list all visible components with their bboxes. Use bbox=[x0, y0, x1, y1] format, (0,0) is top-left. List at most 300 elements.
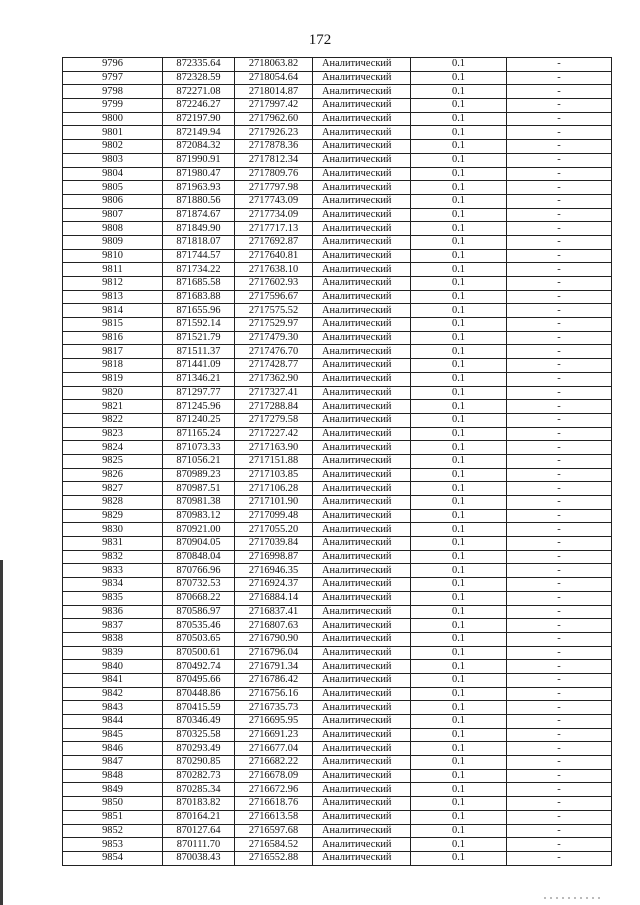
y-coordinate-cell: 2716584.52 bbox=[235, 838, 313, 852]
y-coordinate-cell: 2716837.41 bbox=[235, 605, 313, 619]
method-cell: Аналитический bbox=[313, 386, 411, 400]
x-coordinate-cell: 871990.91 bbox=[163, 153, 235, 167]
point-number-cell: 9812 bbox=[63, 277, 163, 291]
accuracy-cell: 0.1 bbox=[411, 824, 507, 838]
table-row bbox=[63, 578, 612, 592]
note-cell: - bbox=[507, 126, 612, 140]
y-coordinate-cell: 2717529.97 bbox=[235, 318, 313, 332]
accuracy-cell: 0.1 bbox=[411, 742, 507, 756]
y-coordinate-cell: 2716597.68 bbox=[235, 824, 313, 838]
note-cell: - bbox=[507, 619, 612, 633]
table-row bbox=[63, 619, 612, 633]
x-coordinate-cell: 870983.12 bbox=[163, 509, 235, 523]
method-cell: Аналитический bbox=[313, 537, 411, 551]
note-cell: - bbox=[507, 441, 612, 455]
y-coordinate-cell: 2717812.34 bbox=[235, 153, 313, 167]
table-row bbox=[63, 99, 612, 113]
method-cell: Аналитический bbox=[313, 208, 411, 222]
method-cell: Аналитический bbox=[313, 838, 411, 852]
note-cell: - bbox=[507, 413, 612, 427]
method-cell: Аналитический bbox=[313, 85, 411, 99]
y-coordinate-cell: 2717099.48 bbox=[235, 509, 313, 523]
note-cell: - bbox=[507, 181, 612, 195]
accuracy-cell: 0.1 bbox=[411, 454, 507, 468]
method-cell: Аналитический bbox=[313, 112, 411, 126]
accuracy-cell: 0.1 bbox=[411, 318, 507, 332]
y-coordinate-cell: 2716807.63 bbox=[235, 619, 313, 633]
x-coordinate-cell: 870492.74 bbox=[163, 660, 235, 674]
y-coordinate-cell: 2717717.13 bbox=[235, 222, 313, 236]
method-cell: Аналитический bbox=[313, 400, 411, 414]
method-cell: Аналитический bbox=[313, 318, 411, 332]
point-number-cell: 9834 bbox=[63, 578, 163, 592]
x-coordinate-cell: 870290.85 bbox=[163, 756, 235, 770]
point-number-cell: 9852 bbox=[63, 824, 163, 838]
accuracy-cell: 0.1 bbox=[411, 496, 507, 510]
y-coordinate-cell: 2716552.88 bbox=[235, 851, 313, 865]
method-cell: Аналитический bbox=[313, 345, 411, 359]
y-coordinate-cell: 2716677.04 bbox=[235, 742, 313, 756]
point-number-cell: 9815 bbox=[63, 318, 163, 332]
point-number-cell: 9836 bbox=[63, 605, 163, 619]
accuracy-cell: 0.1 bbox=[411, 851, 507, 865]
method-cell: Аналитический bbox=[313, 591, 411, 605]
point-number-cell: 9808 bbox=[63, 222, 163, 236]
y-coordinate-cell: 2717476.70 bbox=[235, 345, 313, 359]
point-number-cell: 9813 bbox=[63, 290, 163, 304]
note-cell: - bbox=[507, 263, 612, 277]
accuracy-cell: 0.1 bbox=[411, 345, 507, 359]
method-cell: Аналитический bbox=[313, 578, 411, 592]
table-row bbox=[63, 140, 612, 154]
table-row bbox=[63, 441, 612, 455]
table-row bbox=[63, 715, 612, 729]
method-cell: Аналитический bbox=[313, 331, 411, 345]
point-number-cell: 9840 bbox=[63, 660, 163, 674]
y-coordinate-cell: 2716695.95 bbox=[235, 715, 313, 729]
accuracy-cell: 0.1 bbox=[411, 769, 507, 783]
accuracy-cell: 0.1 bbox=[411, 715, 507, 729]
x-coordinate-cell: 871165.24 bbox=[163, 427, 235, 441]
method-cell: Аналитический bbox=[313, 496, 411, 510]
accuracy-cell: 0.1 bbox=[411, 564, 507, 578]
table-row bbox=[63, 181, 612, 195]
accuracy-cell: 0.1 bbox=[411, 673, 507, 687]
point-number-cell: 9798 bbox=[63, 85, 163, 99]
table-row bbox=[63, 345, 612, 359]
table-row bbox=[63, 277, 612, 291]
note-cell: - bbox=[507, 249, 612, 263]
y-coordinate-cell: 2717640.81 bbox=[235, 249, 313, 263]
note-cell: - bbox=[507, 331, 612, 345]
accuracy-cell: 0.1 bbox=[411, 235, 507, 249]
point-number-cell: 9821 bbox=[63, 400, 163, 414]
accuracy-cell: 0.1 bbox=[411, 578, 507, 592]
table-row bbox=[63, 222, 612, 236]
x-coordinate-cell: 870415.59 bbox=[163, 701, 235, 715]
x-coordinate-cell: 870111.70 bbox=[163, 838, 235, 852]
accuracy-cell: 0.1 bbox=[411, 482, 507, 496]
point-number-cell: 9819 bbox=[63, 372, 163, 386]
point-number-cell: 9810 bbox=[63, 249, 163, 263]
method-cell: Аналитический bbox=[313, 126, 411, 140]
y-coordinate-cell: 2717163.90 bbox=[235, 441, 313, 455]
method-cell: Аналитический bbox=[313, 454, 411, 468]
x-coordinate-cell: 870586.97 bbox=[163, 605, 235, 619]
note-cell: - bbox=[507, 208, 612, 222]
x-coordinate-cell: 872328.59 bbox=[163, 71, 235, 85]
table-row bbox=[63, 468, 612, 482]
x-coordinate-cell: 871073.33 bbox=[163, 441, 235, 455]
accuracy-cell: 0.1 bbox=[411, 537, 507, 551]
method-cell: Аналитический bbox=[313, 851, 411, 865]
table-row bbox=[63, 810, 612, 824]
accuracy-cell: 0.1 bbox=[411, 277, 507, 291]
point-number-cell: 9820 bbox=[63, 386, 163, 400]
y-coordinate-cell: 2717602.93 bbox=[235, 277, 313, 291]
point-number-cell: 9841 bbox=[63, 673, 163, 687]
note-cell: - bbox=[507, 222, 612, 236]
accuracy-cell: 0.1 bbox=[411, 838, 507, 852]
table-row bbox=[63, 728, 612, 742]
point-number-cell: 9807 bbox=[63, 208, 163, 222]
x-coordinate-cell: 872335.64 bbox=[163, 58, 235, 72]
accuracy-cell: 0.1 bbox=[411, 783, 507, 797]
table-row bbox=[63, 824, 612, 838]
note-cell: - bbox=[507, 58, 612, 72]
note-cell: - bbox=[507, 290, 612, 304]
method-cell: Аналитический bbox=[313, 222, 411, 236]
table-row bbox=[63, 482, 612, 496]
x-coordinate-cell: 870500.61 bbox=[163, 646, 235, 660]
accuracy-cell: 0.1 bbox=[411, 701, 507, 715]
point-number-cell: 9822 bbox=[63, 413, 163, 427]
point-number-cell: 9848 bbox=[63, 769, 163, 783]
y-coordinate-cell: 2718054.64 bbox=[235, 71, 313, 85]
y-coordinate-cell: 2716791.34 bbox=[235, 660, 313, 674]
note-cell: - bbox=[507, 372, 612, 386]
method-cell: Аналитический bbox=[313, 359, 411, 373]
method-cell: Аналитический bbox=[313, 71, 411, 85]
accuracy-cell: 0.1 bbox=[411, 591, 507, 605]
accuracy-cell: 0.1 bbox=[411, 359, 507, 373]
x-coordinate-cell: 870183.82 bbox=[163, 797, 235, 811]
note-cell: - bbox=[507, 496, 612, 510]
x-coordinate-cell: 870766.96 bbox=[163, 564, 235, 578]
y-coordinate-cell: 2717428.77 bbox=[235, 359, 313, 373]
point-number-cell: 9803 bbox=[63, 153, 163, 167]
accuracy-cell: 0.1 bbox=[411, 85, 507, 99]
point-number-cell: 9835 bbox=[63, 591, 163, 605]
note-cell: - bbox=[507, 578, 612, 592]
accuracy-cell: 0.1 bbox=[411, 468, 507, 482]
point-number-cell: 9854 bbox=[63, 851, 163, 865]
y-coordinate-cell: 2717101.90 bbox=[235, 496, 313, 510]
note-cell: - bbox=[507, 99, 612, 113]
accuracy-cell: 0.1 bbox=[411, 140, 507, 154]
accuracy-cell: 0.1 bbox=[411, 756, 507, 770]
point-number-cell: 9827 bbox=[63, 482, 163, 496]
accuracy-cell: 0.1 bbox=[411, 126, 507, 140]
method-cell: Аналитический bbox=[313, 263, 411, 277]
table-row bbox=[63, 153, 612, 167]
table-row bbox=[63, 797, 612, 811]
point-number-cell: 9799 bbox=[63, 99, 163, 113]
method-cell: Аналитический bbox=[313, 646, 411, 660]
table-row bbox=[63, 359, 612, 373]
method-cell: Аналитический bbox=[313, 427, 411, 441]
note-cell: - bbox=[507, 277, 612, 291]
table-row bbox=[63, 400, 612, 414]
method-cell: Аналитический bbox=[313, 58, 411, 72]
method-cell: Аналитический bbox=[313, 181, 411, 195]
point-number-cell: 9814 bbox=[63, 304, 163, 318]
method-cell: Аналитический bbox=[313, 810, 411, 824]
y-coordinate-cell: 2717997.42 bbox=[235, 99, 313, 113]
accuracy-cell: 0.1 bbox=[411, 112, 507, 126]
table-row bbox=[63, 235, 612, 249]
accuracy-cell: 0.1 bbox=[411, 441, 507, 455]
table-row bbox=[63, 167, 612, 181]
table-row bbox=[63, 673, 612, 687]
note-cell: - bbox=[507, 235, 612, 249]
accuracy-cell: 0.1 bbox=[411, 331, 507, 345]
x-coordinate-cell: 871592.14 bbox=[163, 318, 235, 332]
x-coordinate-cell: 871685.58 bbox=[163, 277, 235, 291]
table-row bbox=[63, 660, 612, 674]
x-coordinate-cell: 870503.65 bbox=[163, 632, 235, 646]
x-coordinate-cell: 872271.08 bbox=[163, 85, 235, 99]
x-coordinate-cell: 870038.43 bbox=[163, 851, 235, 865]
x-coordinate-cell: 872246.27 bbox=[163, 99, 235, 113]
note-cell: - bbox=[507, 386, 612, 400]
method-cell: Аналитический bbox=[313, 468, 411, 482]
point-number-cell: 9850 bbox=[63, 797, 163, 811]
method-cell: Аналитический bbox=[313, 824, 411, 838]
accuracy-cell: 0.1 bbox=[411, 523, 507, 537]
point-number-cell: 9809 bbox=[63, 235, 163, 249]
y-coordinate-cell: 2717692.87 bbox=[235, 235, 313, 249]
table-row bbox=[63, 701, 612, 715]
table-row bbox=[63, 427, 612, 441]
x-coordinate-cell: 870346.49 bbox=[163, 715, 235, 729]
note-cell: - bbox=[507, 427, 612, 441]
x-coordinate-cell: 870282.73 bbox=[163, 769, 235, 783]
x-coordinate-cell: 870668.22 bbox=[163, 591, 235, 605]
y-coordinate-cell: 2718014.87 bbox=[235, 85, 313, 99]
x-coordinate-cell: 870535.46 bbox=[163, 619, 235, 633]
accuracy-cell: 0.1 bbox=[411, 58, 507, 72]
point-number-cell: 9846 bbox=[63, 742, 163, 756]
method-cell: Аналитический bbox=[313, 797, 411, 811]
x-coordinate-cell: 871441.09 bbox=[163, 359, 235, 373]
table-row bbox=[63, 591, 612, 605]
x-coordinate-cell: 872149.94 bbox=[163, 126, 235, 140]
point-number-cell: 9839 bbox=[63, 646, 163, 660]
table-row bbox=[63, 85, 612, 99]
point-number-cell: 9851 bbox=[63, 810, 163, 824]
table-row bbox=[63, 851, 612, 865]
accuracy-cell: 0.1 bbox=[411, 605, 507, 619]
y-coordinate-cell: 2717039.84 bbox=[235, 537, 313, 551]
note-cell: - bbox=[507, 591, 612, 605]
point-number-cell: 9853 bbox=[63, 838, 163, 852]
note-cell: - bbox=[507, 756, 612, 770]
y-coordinate-cell: 2717103.85 bbox=[235, 468, 313, 482]
x-coordinate-cell: 871346.21 bbox=[163, 372, 235, 386]
x-coordinate-cell: 870495.66 bbox=[163, 673, 235, 687]
note-cell: - bbox=[507, 482, 612, 496]
table-row bbox=[63, 71, 612, 85]
table-row bbox=[63, 783, 612, 797]
table-row bbox=[63, 496, 612, 510]
x-coordinate-cell: 871297.77 bbox=[163, 386, 235, 400]
y-coordinate-cell: 2717962.60 bbox=[235, 112, 313, 126]
table-row bbox=[63, 386, 612, 400]
x-coordinate-cell: 870325.58 bbox=[163, 728, 235, 742]
point-number-cell: 9805 bbox=[63, 181, 163, 195]
method-cell: Аналитический bbox=[313, 277, 411, 291]
method-cell: Аналитический bbox=[313, 167, 411, 181]
note-cell: - bbox=[507, 153, 612, 167]
table-row bbox=[63, 58, 612, 72]
scan-edge-mark bbox=[0, 560, 3, 905]
point-number-cell: 9837 bbox=[63, 619, 163, 633]
x-coordinate-cell: 871511.37 bbox=[163, 345, 235, 359]
x-coordinate-cell: 871056.21 bbox=[163, 454, 235, 468]
accuracy-cell: 0.1 bbox=[411, 194, 507, 208]
point-number-cell: 9832 bbox=[63, 550, 163, 564]
y-coordinate-cell: 2716756.16 bbox=[235, 687, 313, 701]
note-cell: - bbox=[507, 605, 612, 619]
method-cell: Аналитический bbox=[313, 482, 411, 496]
y-coordinate-cell: 2716946.35 bbox=[235, 564, 313, 578]
x-coordinate-cell: 870293.49 bbox=[163, 742, 235, 756]
x-coordinate-cell: 870921.00 bbox=[163, 523, 235, 537]
point-number-cell: 9845 bbox=[63, 728, 163, 742]
x-coordinate-cell: 870848.04 bbox=[163, 550, 235, 564]
table-row bbox=[63, 550, 612, 564]
accuracy-cell: 0.1 bbox=[411, 509, 507, 523]
y-coordinate-cell: 2717638.10 bbox=[235, 263, 313, 277]
point-number-cell: 9838 bbox=[63, 632, 163, 646]
note-cell: - bbox=[507, 797, 612, 811]
accuracy-cell: 0.1 bbox=[411, 181, 507, 195]
note-cell: - bbox=[507, 304, 612, 318]
table-row bbox=[63, 290, 612, 304]
x-coordinate-cell: 871240.25 bbox=[163, 413, 235, 427]
accuracy-cell: 0.1 bbox=[411, 71, 507, 85]
table-row bbox=[63, 454, 612, 468]
method-cell: Аналитический bbox=[313, 194, 411, 208]
point-number-cell: 9816 bbox=[63, 331, 163, 345]
method-cell: Аналитический bbox=[313, 290, 411, 304]
y-coordinate-cell: 2717055.20 bbox=[235, 523, 313, 537]
x-coordinate-cell: 871849.90 bbox=[163, 222, 235, 236]
y-coordinate-cell: 2716678.09 bbox=[235, 769, 313, 783]
table-row bbox=[63, 304, 612, 318]
accuracy-cell: 0.1 bbox=[411, 660, 507, 674]
scan-noise bbox=[544, 897, 604, 899]
point-number-cell: 9825 bbox=[63, 454, 163, 468]
note-cell: - bbox=[507, 742, 612, 756]
y-coordinate-cell: 2717596.67 bbox=[235, 290, 313, 304]
note-cell: - bbox=[507, 715, 612, 729]
note-cell: - bbox=[507, 167, 612, 181]
accuracy-cell: 0.1 bbox=[411, 208, 507, 222]
y-coordinate-cell: 2718063.82 bbox=[235, 58, 313, 72]
note-cell: - bbox=[507, 673, 612, 687]
table-row bbox=[63, 687, 612, 701]
note-cell: - bbox=[507, 509, 612, 523]
point-number-cell: 9797 bbox=[63, 71, 163, 85]
table-row bbox=[63, 509, 612, 523]
method-cell: Аналитический bbox=[313, 550, 411, 564]
table-row bbox=[63, 742, 612, 756]
point-number-cell: 9833 bbox=[63, 564, 163, 578]
accuracy-cell: 0.1 bbox=[411, 222, 507, 236]
y-coordinate-cell: 2716786.42 bbox=[235, 673, 313, 687]
x-coordinate-cell: 870285.34 bbox=[163, 783, 235, 797]
x-coordinate-cell: 870904.05 bbox=[163, 537, 235, 551]
table-row bbox=[63, 208, 612, 222]
x-coordinate-cell: 870127.64 bbox=[163, 824, 235, 838]
method-cell: Аналитический bbox=[313, 605, 411, 619]
accuracy-cell: 0.1 bbox=[411, 386, 507, 400]
accuracy-cell: 0.1 bbox=[411, 153, 507, 167]
note-cell: - bbox=[507, 85, 612, 99]
y-coordinate-cell: 2716691.23 bbox=[235, 728, 313, 742]
note-cell: - bbox=[507, 660, 612, 674]
method-cell: Аналитический bbox=[313, 564, 411, 578]
y-coordinate-cell: 2717743.09 bbox=[235, 194, 313, 208]
x-coordinate-cell: 871521.79 bbox=[163, 331, 235, 345]
x-coordinate-cell: 870989.23 bbox=[163, 468, 235, 482]
accuracy-cell: 0.1 bbox=[411, 550, 507, 564]
method-cell: Аналитический bbox=[313, 783, 411, 797]
point-number-cell: 9828 bbox=[63, 496, 163, 510]
point-number-cell: 9802 bbox=[63, 140, 163, 154]
note-cell: - bbox=[507, 345, 612, 359]
note-cell: - bbox=[507, 646, 612, 660]
y-coordinate-cell: 2716613.58 bbox=[235, 810, 313, 824]
y-coordinate-cell: 2717288.84 bbox=[235, 400, 313, 414]
table-row bbox=[63, 331, 612, 345]
point-number-cell: 9811 bbox=[63, 263, 163, 277]
method-cell: Аналитический bbox=[313, 660, 411, 674]
y-coordinate-cell: 2716735.73 bbox=[235, 701, 313, 715]
accuracy-cell: 0.1 bbox=[411, 290, 507, 304]
note-cell: - bbox=[507, 687, 612, 701]
table-row bbox=[63, 112, 612, 126]
point-number-cell: 9806 bbox=[63, 194, 163, 208]
y-coordinate-cell: 2717227.42 bbox=[235, 427, 313, 441]
method-cell: Аналитический bbox=[313, 441, 411, 455]
x-coordinate-cell: 872084.32 bbox=[163, 140, 235, 154]
point-number-cell: 9849 bbox=[63, 783, 163, 797]
point-number-cell: 9831 bbox=[63, 537, 163, 551]
table-row bbox=[63, 263, 612, 277]
accuracy-cell: 0.1 bbox=[411, 167, 507, 181]
accuracy-cell: 0.1 bbox=[411, 810, 507, 824]
x-coordinate-cell: 871744.57 bbox=[163, 249, 235, 263]
method-cell: Аналитический bbox=[313, 304, 411, 318]
table-row bbox=[63, 413, 612, 427]
y-coordinate-cell: 2717106.28 bbox=[235, 482, 313, 496]
y-coordinate-cell: 2717362.90 bbox=[235, 372, 313, 386]
y-coordinate-cell: 2717797.98 bbox=[235, 181, 313, 195]
note-cell: - bbox=[507, 851, 612, 865]
